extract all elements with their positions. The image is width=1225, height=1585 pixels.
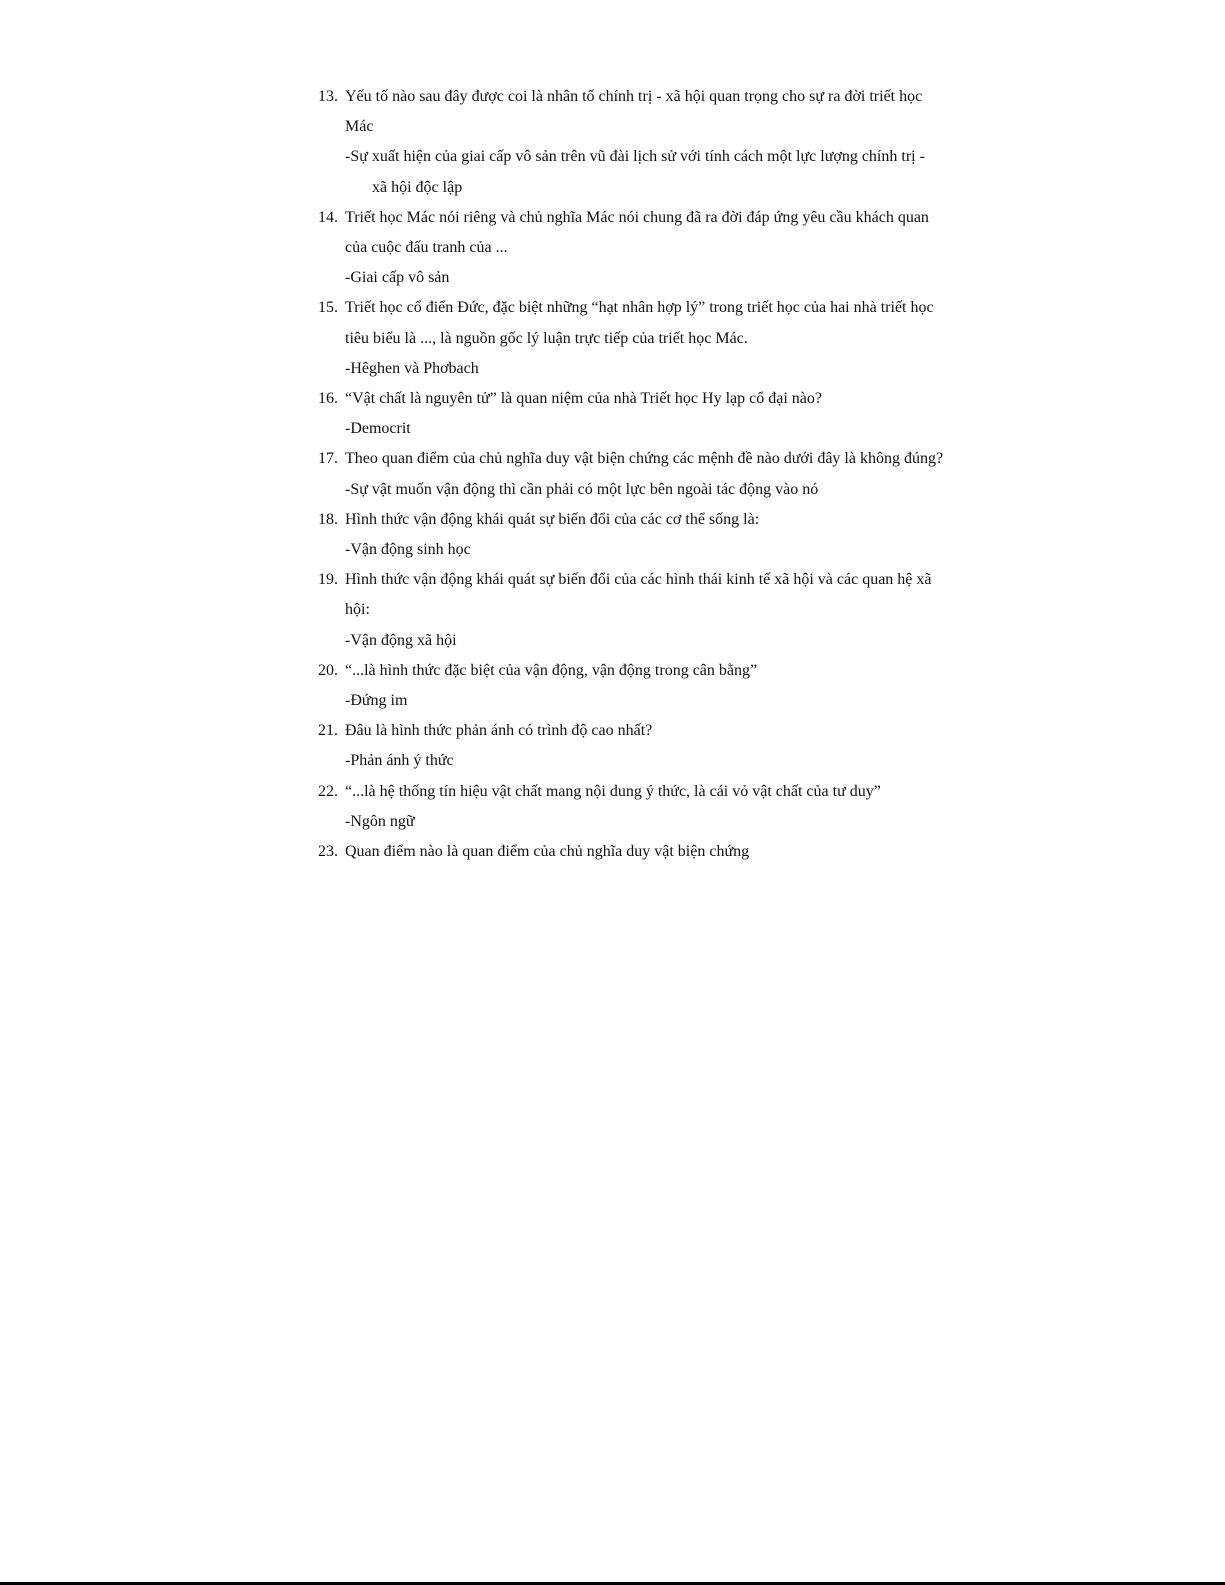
answer-text: -Đứng im xyxy=(345,692,408,710)
question-number: 18. xyxy=(318,510,338,528)
question-number: 21. xyxy=(318,722,338,740)
answer-text: -Phản ánh ý thức xyxy=(345,752,454,770)
question-text: Yếu tố nào sau đây được coi là nhân tố chính trị - xã hội quan trọng cho sự ra đời triết học xyxy=(345,88,923,105)
question-text: “...là hình thức đặc biệt của vận động, vận động trong cân bằng” xyxy=(345,661,758,679)
question-line xyxy=(318,565,978,595)
question-text-continued: tiêu biểu là ..., là nguồn gốc lý luận trực tiếp của triết học Mác. xyxy=(345,329,748,347)
question-text: Triết học cổ điển Đức, đặc biệt những “hạt nhân hợp lý” trong triết học của hai nhà triết học xyxy=(345,299,934,317)
answer-text-continued: xã hội độc lập xyxy=(372,178,463,196)
qa-item-22 xyxy=(318,777,978,837)
question-text: Hình thức vận động khái quát sự biến đổi của các hình thái kinh tế xã hội và các quan hệ xã xyxy=(345,571,932,589)
question-line xyxy=(318,505,978,535)
question-number: 23. xyxy=(318,843,338,861)
question-line xyxy=(318,293,978,323)
question-line xyxy=(318,384,978,414)
question-text: Quan điểm nào là quan điểm của chủ nghĩa duy vật biện chứng xyxy=(345,843,750,861)
question-line xyxy=(318,716,978,746)
question-number: 19. xyxy=(318,571,338,589)
question-text: Triết học Mác nói riêng và chủ nghĩa Mác nói chung đã ra đời đáp ứng yêu cầu khách quan xyxy=(345,208,929,226)
question-number: 22. xyxy=(318,782,338,800)
question-number: 15. xyxy=(318,299,338,317)
question-line xyxy=(318,656,978,686)
question-text-continued: hội: xyxy=(345,601,370,619)
qa-item-14 xyxy=(318,203,978,294)
question-line xyxy=(318,444,978,474)
qa-item-20 xyxy=(318,656,978,716)
answer-text: -Vận động sinh học xyxy=(345,541,471,559)
qa-item-23 xyxy=(318,837,978,867)
answer-text: -Democrit xyxy=(345,420,411,438)
answer-text: -Hêghen và Phơbach xyxy=(345,359,479,377)
answer-text: -Ngôn ngữ xyxy=(345,812,415,830)
answer-text: -Vận động xã hội xyxy=(345,631,457,649)
qa-item-18 xyxy=(318,505,978,565)
qa-item-16 xyxy=(318,384,978,444)
question-text-continued: của cuộc đấu tranh của ... xyxy=(345,239,508,257)
answer-text: -Giai cấp vô sản xyxy=(345,269,450,287)
question-number: 17. xyxy=(318,450,338,468)
answer-text: -Sự vật muốn vận động thì cần phải có một lực bên ngoài tác động vào nó xyxy=(345,480,819,498)
question-number: 13. xyxy=(318,88,338,105)
question-text: Đâu là hình thức phản ánh có trình độ cao nhất? xyxy=(345,722,653,740)
question-text-continued: Mác xyxy=(345,118,374,136)
question-number: 14. xyxy=(318,208,338,226)
qa-item-17 xyxy=(318,444,978,504)
question-text: “...là hệ thống tín hiệu vật chất mang nội dung ý thức, là cái vỏ vật chất của tư duy” xyxy=(345,782,881,800)
question-text: Hình thức vận động khái quát sự biến đổi của các cơ thể sống là: xyxy=(345,510,760,528)
question-line xyxy=(318,837,978,867)
question-text: Theo quan điểm của chủ nghĩa duy vật biện chứng các mệnh đề nào dưới đây là không đúng? xyxy=(345,450,944,468)
qa-item-21 xyxy=(318,716,978,776)
qa-item-15 xyxy=(318,293,978,384)
qa-item-19 xyxy=(318,565,978,656)
question-text: “Vật chất là nguyên tử” là quan niệm của nhà Triết học Hy lạp cổ đại nào? xyxy=(345,390,822,408)
question-answer-list xyxy=(318,82,978,867)
question-line xyxy=(318,82,978,112)
question-line xyxy=(318,203,978,233)
answer-text: -Sự xuất hiện của giai cấp vô sản trên vũ đài lịch sử với tính cách một lực lượng chính trị - xyxy=(345,148,925,166)
qa-item-13 xyxy=(318,82,978,203)
question-line xyxy=(318,777,978,807)
question-number: 16. xyxy=(318,390,338,408)
question-number: 20. xyxy=(318,661,338,679)
